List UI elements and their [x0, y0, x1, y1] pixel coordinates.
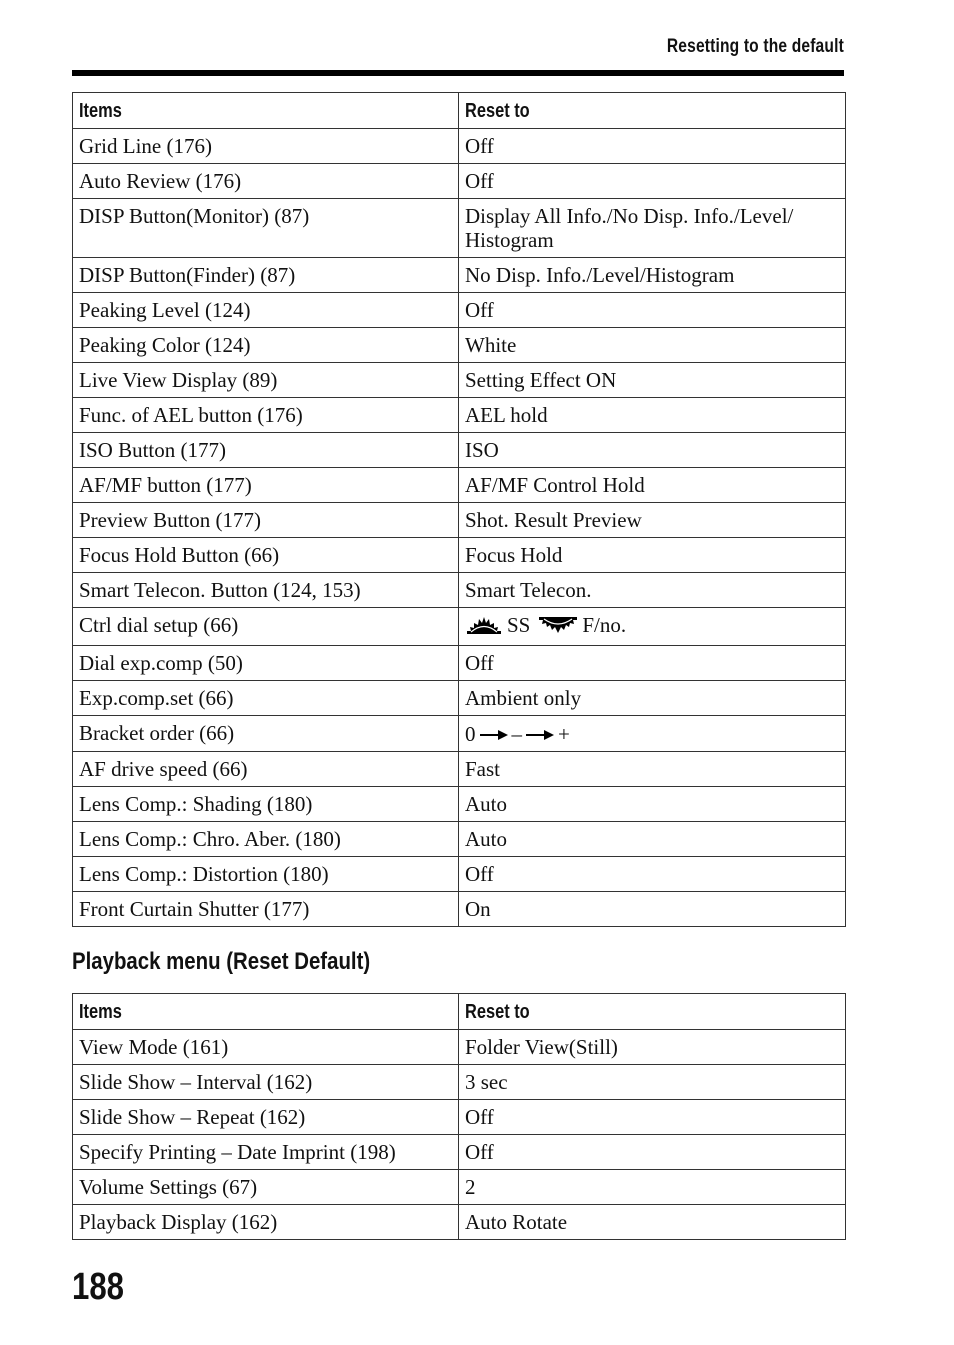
item-cell: Specify Printing – Date Imprint (198)	[73, 1135, 459, 1170]
reset-value-cell: Ambient only	[459, 681, 846, 716]
playback-reset-table	[72, 993, 846, 1240]
right-arrow-icon	[526, 721, 554, 745]
table-row	[73, 681, 846, 716]
item-cell: Focus Hold Button (66)	[73, 538, 459, 573]
table-header-row	[73, 93, 846, 129]
reset-value-cell: ISO	[459, 433, 846, 468]
table-row	[73, 328, 846, 363]
table-row	[73, 1065, 846, 1100]
custom-settings-reset-table	[72, 92, 846, 927]
table-row	[73, 164, 846, 199]
item-cell: DISP Button(Monitor) (87)	[73, 199, 459, 258]
reset-value-cell: 2	[459, 1170, 846, 1205]
table-row	[73, 752, 846, 787]
reset-value-cell: Folder View(Still)	[459, 1030, 846, 1065]
table-row	[73, 1030, 846, 1065]
section-header-title: Resetting to the default	[666, 36, 844, 57]
item-cell: Smart Telecon. Button (124, 153)	[73, 573, 459, 608]
reset-value-cell: Off	[459, 857, 846, 892]
table-row	[73, 822, 846, 857]
table-row	[73, 363, 846, 398]
item-cell: Peaking Level (124)	[73, 293, 459, 328]
item-cell: Playback Display (162)	[73, 1205, 459, 1240]
rear-dial-icon	[538, 615, 578, 640]
item-cell: Ctrl dial setup (66)	[73, 608, 459, 646]
bracket-step-1: 0	[465, 722, 476, 746]
table-row	[73, 538, 846, 573]
reset-value-cell: Off	[459, 646, 846, 681]
header-rule	[72, 70, 844, 76]
front-dial-value: SS	[507, 613, 531, 637]
front-dial-icon	[465, 615, 503, 640]
table-row	[73, 608, 846, 646]
item-cell: AF/MF button (177)	[73, 468, 459, 503]
reset-value-cell	[459, 608, 846, 646]
table-row	[73, 129, 846, 164]
table-row	[73, 787, 846, 822]
reset-value-cell: White	[459, 328, 846, 363]
table-row	[73, 293, 846, 328]
page-number: 188	[72, 1266, 124, 1308]
item-cell: Peaking Color (124)	[73, 328, 459, 363]
column-header-items: Items	[73, 93, 459, 129]
column-header-items: Items	[73, 994, 459, 1030]
reset-value-cell: Off	[459, 293, 846, 328]
item-cell: ISO Button (177)	[73, 433, 459, 468]
right-arrow-icon	[480, 721, 508, 745]
item-cell: Dial exp.comp (50)	[73, 646, 459, 681]
table-row	[73, 646, 846, 681]
reset-value-cell: Focus Hold	[459, 538, 846, 573]
bracket-step-3: +	[558, 722, 570, 746]
item-cell: DISP Button(Finder) (87)	[73, 258, 459, 293]
reset-value-cell: Fast	[459, 752, 846, 787]
table-row	[73, 433, 846, 468]
table-row	[73, 199, 846, 258]
reset-value-cell: Off	[459, 129, 846, 164]
item-cell: View Mode (161)	[73, 1030, 459, 1065]
reset-value-cell: Off	[459, 1100, 846, 1135]
column-header-reset-to: Reset to	[459, 93, 846, 129]
rear-dial-value: F/no.	[582, 613, 627, 637]
reset-value-cell: Setting Effect ON	[459, 363, 846, 398]
reset-value-cell: AEL hold	[459, 398, 846, 433]
table-row	[73, 716, 846, 752]
item-cell: Volume Settings (67)	[73, 1170, 459, 1205]
table-row	[73, 1205, 846, 1240]
column-header-reset-to: Reset to	[459, 994, 846, 1030]
reset-value-cell: No Disp. Info./Level/Histogram	[459, 258, 846, 293]
table-row	[73, 1170, 846, 1205]
table-row	[73, 892, 846, 927]
reset-value-cell	[459, 716, 846, 752]
reset-value-cell: 3 sec	[459, 1065, 846, 1100]
item-cell: Live View Display (89)	[73, 363, 459, 398]
item-cell: Bracket order (66)	[73, 716, 459, 752]
item-cell: Func. of AEL button (176)	[73, 398, 459, 433]
reset-value-cell: Smart Telecon.	[459, 573, 846, 608]
table-row	[73, 1135, 846, 1170]
playback-menu-heading: Playback menu (Reset Default)	[72, 948, 371, 975]
item-cell: Lens Comp.: Shading (180)	[73, 787, 459, 822]
reset-value-cell: On	[459, 892, 846, 927]
table-row	[73, 573, 846, 608]
reset-value-cell: Off	[459, 164, 846, 199]
reset-value-cell: Auto	[459, 822, 846, 857]
item-cell: Slide Show – Interval (162)	[73, 1065, 459, 1100]
item-cell: Slide Show – Repeat (162)	[73, 1100, 459, 1135]
reset-value-cell: Auto Rotate	[459, 1205, 846, 1240]
item-cell: Lens Comp.: Chro. Aber. (180)	[73, 822, 459, 857]
reset-value-cell: Off	[459, 1135, 846, 1170]
item-cell: Preview Button (177)	[73, 503, 459, 538]
reset-value-cell: Shot. Result Preview	[459, 503, 846, 538]
item-cell: Grid Line (176)	[73, 129, 459, 164]
reset-value-cell: Auto	[459, 787, 846, 822]
table-row	[73, 468, 846, 503]
reset-value-cell: AF/MF Control Hold	[459, 468, 846, 503]
item-cell: Lens Comp.: Distortion (180)	[73, 857, 459, 892]
item-cell: AF drive speed (66)	[73, 752, 459, 787]
table-row	[73, 857, 846, 892]
table-header-row	[73, 994, 846, 1030]
table-row	[73, 258, 846, 293]
table-row	[73, 503, 846, 538]
table-row	[73, 398, 846, 433]
bracket-step-2: –	[511, 722, 522, 746]
reset-value-cell: Display All Info./No Disp. Info./Level/ Histogram	[459, 199, 846, 258]
item-cell: Front Curtain Shutter (177)	[73, 892, 459, 927]
table-row	[73, 1100, 846, 1135]
item-cell: Auto Review (176)	[73, 164, 459, 199]
item-cell: Exp.comp.set (66)	[73, 681, 459, 716]
